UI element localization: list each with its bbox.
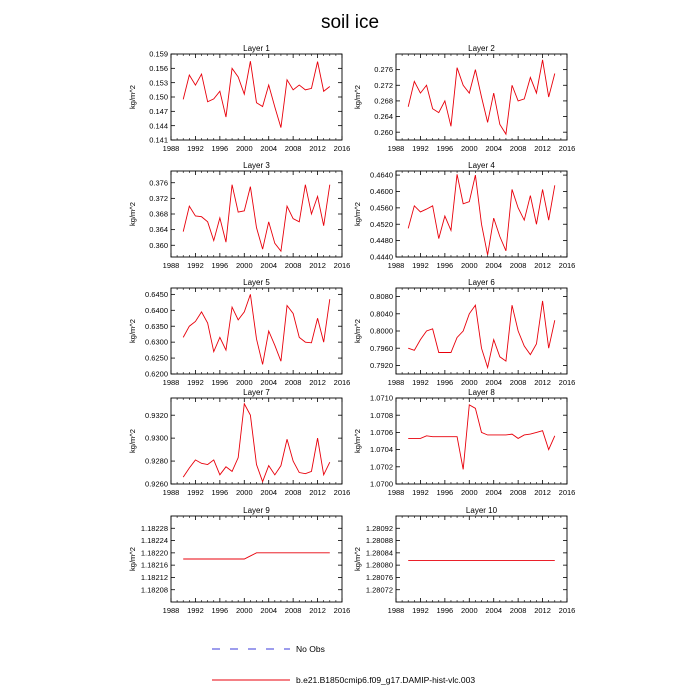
x-tick-label: 1996 bbox=[211, 606, 229, 615]
y-tick-label: 0.153 bbox=[149, 78, 168, 88]
y-tick-label: 0.272 bbox=[374, 80, 393, 90]
x-tick-label: 2004 bbox=[260, 606, 278, 615]
x-tick-label: 2016 bbox=[558, 606, 576, 615]
x-tick-label: 2000 bbox=[460, 378, 478, 387]
x-tick-label: 2008 bbox=[284, 606, 302, 615]
x-tick-label: 1996 bbox=[211, 261, 229, 270]
y-axis-label: kg/m^2 bbox=[128, 547, 137, 571]
x-tick-label: 1996 bbox=[436, 378, 454, 387]
x-tick-label: 1988 bbox=[387, 378, 405, 387]
y-tick-label: 1.18216 bbox=[140, 560, 168, 570]
x-tick-label: 1988 bbox=[162, 261, 180, 270]
y-tick-label: 0.4440 bbox=[370, 252, 393, 262]
x-tick-label: 2008 bbox=[509, 144, 527, 153]
x-tick-label: 2000 bbox=[460, 488, 478, 497]
x-tick-label: 2012 bbox=[309, 606, 326, 615]
x-tick-label: 1988 bbox=[387, 144, 405, 153]
x-tick-label: 2004 bbox=[260, 144, 278, 153]
y-tick-label: 1.0708 bbox=[370, 410, 393, 420]
y-tick-label: 1.28080 bbox=[365, 560, 393, 570]
x-tick-label: 2004 bbox=[485, 606, 503, 615]
y-axis-label: kg/m^2 bbox=[353, 85, 362, 109]
x-tick-label: 1992 bbox=[412, 144, 429, 153]
y-tick-label: 0.7920 bbox=[370, 361, 393, 370]
y-tick-label: 0.4600 bbox=[370, 187, 393, 197]
y-tick-label: 0.6450 bbox=[145, 289, 168, 299]
x-tick-label: 1992 bbox=[187, 378, 204, 387]
y-tick-label: 1.0700 bbox=[370, 479, 393, 489]
y-tick-label: 1.28088 bbox=[365, 536, 393, 546]
y-tick-label: 0.6250 bbox=[145, 353, 168, 363]
x-tick-label: 1992 bbox=[187, 606, 204, 615]
y-tick-label: 0.9280 bbox=[145, 456, 168, 466]
x-tick-label: 1992 bbox=[187, 261, 204, 270]
y-axis-label: kg/m^2 bbox=[353, 429, 362, 453]
panel-title: Layer 9 bbox=[243, 506, 270, 515]
figure-title: soil ice bbox=[320, 12, 380, 33]
y-axis-label: kg/m^2 bbox=[128, 85, 137, 109]
x-tick-label: 1988 bbox=[387, 488, 405, 497]
x-tick-label: 2008 bbox=[284, 488, 302, 497]
y-tick-label: 1.28084 bbox=[365, 548, 393, 558]
y-axis-label: kg/m^2 bbox=[353, 547, 362, 571]
x-tick-label: 2004 bbox=[485, 488, 503, 497]
x-tick-label: 1988 bbox=[162, 378, 180, 387]
y-tick-label: 1.28076 bbox=[365, 573, 393, 583]
y-axis-label: kg/m^2 bbox=[128, 319, 137, 343]
y-tick-label: 0.9320 bbox=[145, 410, 168, 420]
y-axis-label: kg/m^2 bbox=[128, 202, 137, 226]
x-tick-label: 2000 bbox=[460, 606, 478, 615]
x-tick-label: 2004 bbox=[260, 488, 278, 497]
y-tick-label: 0.372 bbox=[149, 193, 168, 203]
x-tick-label: 2008 bbox=[284, 261, 302, 270]
y-tick-label: 1.0706 bbox=[370, 428, 393, 437]
y-tick-label: 0.268 bbox=[374, 96, 393, 106]
y-tick-label: 0.4480 bbox=[370, 236, 393, 246]
x-tick-label: 1992 bbox=[187, 144, 204, 153]
x-tick-label: 2004 bbox=[485, 378, 503, 387]
x-tick-label: 1992 bbox=[412, 378, 429, 387]
x-tick-label: 1996 bbox=[436, 144, 454, 153]
y-tick-label: 1.28092 bbox=[365, 523, 393, 533]
x-tick-label: 2016 bbox=[333, 488, 351, 497]
y-tick-label: 1.18228 bbox=[140, 523, 168, 533]
x-tick-label: 2012 bbox=[534, 378, 551, 387]
x-tick-label: 2004 bbox=[260, 378, 278, 387]
x-tick-label: 2000 bbox=[235, 488, 253, 497]
y-tick-label: 1.18208 bbox=[140, 585, 168, 595]
y-tick-label: 1.0704 bbox=[370, 445, 393, 455]
x-tick-label: 2012 bbox=[309, 144, 326, 153]
y-tick-label: 1.0710 bbox=[370, 393, 393, 403]
x-tick-label: 1988 bbox=[387, 606, 405, 615]
x-tick-label: 2016 bbox=[333, 144, 351, 153]
x-tick-label: 2000 bbox=[235, 144, 253, 153]
y-tick-label: 0.8080 bbox=[370, 292, 393, 302]
x-tick-label: 2012 bbox=[534, 606, 551, 615]
x-tick-label: 2008 bbox=[509, 378, 527, 387]
x-tick-label: 2016 bbox=[333, 261, 351, 270]
x-tick-label: 1992 bbox=[412, 488, 429, 497]
x-tick-label: 1992 bbox=[412, 261, 429, 270]
x-tick-label: 1996 bbox=[436, 488, 454, 497]
y-tick-label: 0.376 bbox=[149, 178, 168, 188]
y-axis-label: kg/m^2 bbox=[128, 429, 137, 453]
y-tick-label: 0.159 bbox=[149, 49, 168, 59]
x-tick-label: 2008 bbox=[284, 144, 302, 153]
y-tick-label: 0.368 bbox=[149, 209, 168, 219]
panel-title: Layer 3 bbox=[243, 161, 270, 170]
x-tick-label: 2004 bbox=[485, 261, 503, 270]
y-tick-label: 0.6400 bbox=[145, 305, 168, 315]
y-tick-label: 0.260 bbox=[374, 127, 393, 137]
y-tick-label: 0.141 bbox=[149, 135, 168, 145]
x-tick-label: 1996 bbox=[211, 488, 229, 497]
x-tick-label: 2012 bbox=[309, 261, 326, 270]
y-tick-label: 0.7960 bbox=[370, 343, 393, 353]
y-axis-label: kg/m^2 bbox=[353, 202, 362, 226]
x-tick-label: 2000 bbox=[460, 261, 478, 270]
x-tick-label: 2008 bbox=[509, 606, 527, 615]
x-tick-label: 2012 bbox=[534, 488, 551, 497]
x-tick-label: 1988 bbox=[162, 144, 180, 153]
x-tick-label: 2004 bbox=[485, 144, 503, 153]
x-tick-label: 1996 bbox=[211, 378, 229, 387]
x-tick-label: 2016 bbox=[558, 378, 576, 387]
x-tick-label: 2016 bbox=[333, 378, 351, 387]
panel-title: Layer 6 bbox=[468, 278, 495, 287]
y-tick-label: 0.6200 bbox=[145, 369, 168, 379]
panel-title: Layer 5 bbox=[243, 278, 270, 287]
legend-model-label: b.e21.B1850cmip6.f09_g17.DAMIP-hist-vlc.003 bbox=[296, 675, 476, 685]
x-tick-label: 1988 bbox=[387, 261, 405, 270]
y-tick-label: 0.147 bbox=[149, 106, 168, 116]
y-tick-label: 0.9260 bbox=[145, 479, 168, 489]
y-tick-label: 0.4520 bbox=[370, 219, 393, 229]
y-tick-label: 1.18212 bbox=[140, 573, 168, 583]
y-tick-label: 0.360 bbox=[149, 240, 168, 250]
y-tick-label: 0.6300 bbox=[145, 337, 168, 347]
x-tick-label: 2000 bbox=[460, 144, 478, 153]
legend-obs-label: No Obs bbox=[296, 644, 325, 654]
x-tick-label: 2016 bbox=[333, 606, 351, 615]
x-tick-label: 2012 bbox=[309, 488, 326, 497]
panel-title: Layer 1 bbox=[243, 44, 270, 53]
x-tick-label: 2016 bbox=[558, 488, 576, 497]
panel-title: Layer 4 bbox=[468, 161, 495, 170]
y-tick-label: 0.9300 bbox=[145, 433, 168, 443]
x-tick-label: 1996 bbox=[436, 606, 454, 615]
x-tick-label: 1992 bbox=[412, 606, 429, 615]
panel-title: Layer 2 bbox=[468, 44, 495, 53]
x-tick-label: 2012 bbox=[534, 261, 551, 270]
y-tick-label: 0.4560 bbox=[370, 203, 393, 213]
x-tick-label: 2016 bbox=[558, 261, 576, 270]
x-tick-label: 1996 bbox=[436, 261, 454, 270]
y-tick-label: 0.264 bbox=[374, 112, 393, 122]
x-tick-label: 2012 bbox=[534, 144, 551, 153]
y-tick-label: 0.8000 bbox=[370, 326, 393, 336]
y-tick-label: 0.156 bbox=[149, 63, 168, 73]
y-tick-label: 1.18224 bbox=[140, 536, 168, 546]
y-tick-label: 1.18220 bbox=[140, 548, 168, 558]
y-tick-label: 0.150 bbox=[149, 92, 168, 102]
y-tick-label: 1.0702 bbox=[370, 462, 393, 472]
x-tick-label: 2008 bbox=[509, 488, 527, 497]
panel-title: Layer 8 bbox=[468, 388, 495, 397]
panel-title: Layer 10 bbox=[465, 506, 498, 515]
x-tick-label: 2000 bbox=[235, 261, 253, 270]
y-tick-label: 0.4640 bbox=[370, 170, 393, 180]
y-tick-label: 0.8040 bbox=[370, 309, 393, 319]
x-tick-label: 1996 bbox=[211, 144, 229, 153]
y-tick-label: 0.276 bbox=[374, 65, 393, 75]
y-tick-label: 0.6350 bbox=[145, 321, 168, 331]
x-tick-label: 2008 bbox=[284, 378, 302, 387]
y-axis-label: kg/m^2 bbox=[353, 319, 362, 343]
x-tick-label: 1992 bbox=[187, 488, 204, 497]
x-tick-label: 2016 bbox=[558, 144, 576, 153]
x-tick-label: 2012 bbox=[309, 378, 326, 387]
x-tick-label: 1988 bbox=[162, 488, 180, 497]
x-tick-label: 2000 bbox=[235, 606, 253, 615]
x-tick-label: 2008 bbox=[509, 261, 527, 270]
y-tick-label: 1.28072 bbox=[365, 585, 393, 595]
y-tick-label: 0.144 bbox=[149, 121, 168, 131]
x-tick-label: 2000 bbox=[235, 378, 253, 387]
x-tick-label: 1988 bbox=[162, 606, 180, 615]
x-tick-label: 2004 bbox=[260, 261, 278, 270]
y-tick-label: 0.364 bbox=[149, 225, 168, 235]
panel-title: Layer 7 bbox=[243, 388, 270, 397]
